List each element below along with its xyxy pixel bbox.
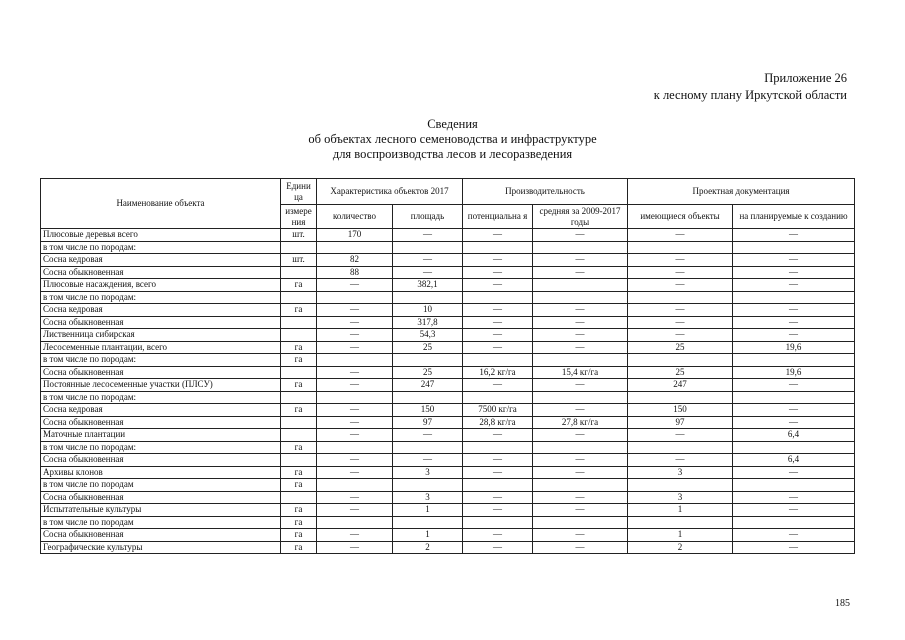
cell-planned: — (733, 229, 855, 242)
cell-planned: — (733, 279, 855, 292)
cell-average: 15,4 кг/га (533, 366, 628, 379)
cell-average: — (533, 316, 628, 329)
cell-object-name: Сосна кедровая (41, 254, 281, 267)
cell-existing: — (628, 429, 733, 442)
cell-existing (628, 391, 733, 404)
cell-planned: — (733, 266, 855, 279)
cell-area: — (393, 454, 463, 467)
cell-planned (733, 479, 855, 492)
cell-quantity: — (317, 341, 393, 354)
cell-average: — (533, 541, 628, 554)
cell-unit (281, 316, 317, 329)
cell-unit (281, 429, 317, 442)
cell-potential: — (463, 254, 533, 267)
cell-quantity: — (317, 454, 393, 467)
cell-potential: — (463, 229, 533, 242)
cell-existing: 25 (628, 341, 733, 354)
table-row (41, 516, 855, 529)
cell-planned (733, 241, 855, 254)
cell-existing (628, 516, 733, 529)
header-average: средняя за 2009-2017 годы (533, 205, 628, 229)
cell-potential: — (463, 504, 533, 517)
cell-unit: га (281, 466, 317, 479)
cell-existing: — (628, 454, 733, 467)
cell-existing: — (628, 304, 733, 317)
cell-planned: — (733, 329, 855, 342)
cell-potential: — (463, 329, 533, 342)
title-line-3: для воспроизводства лесов и лесоразведения (332, 147, 573, 161)
cell-area: — (393, 429, 463, 442)
header-design-docs: Проектная документация (628, 179, 855, 205)
table-row (41, 466, 855, 479)
table-row (41, 329, 855, 342)
cell-area (393, 441, 463, 454)
cell-planned: — (733, 379, 855, 392)
cell-unit: га (281, 341, 317, 354)
cell-existing (628, 354, 733, 367)
cell-average (533, 479, 628, 492)
cell-planned: — (733, 416, 855, 429)
cell-object-name: в том числе по породам (41, 479, 281, 492)
cell-quantity: — (317, 279, 393, 292)
table-row (41, 341, 855, 354)
cell-planned: 6,4 (733, 454, 855, 467)
cell-average: — (533, 304, 628, 317)
cell-average: — (533, 466, 628, 479)
cell-object-name: в том числе по породам: (41, 291, 281, 304)
cell-area: — (393, 266, 463, 279)
cell-unit: га (281, 404, 317, 417)
cell-quantity: 82 (317, 254, 393, 267)
header-unit-bottom: измере ния (281, 205, 317, 229)
cell-existing: — (628, 279, 733, 292)
cell-potential (463, 516, 533, 529)
cell-existing: 3 (628, 491, 733, 504)
cell-average (533, 354, 628, 367)
cell-average (533, 391, 628, 404)
cell-average (533, 291, 628, 304)
cell-planned (733, 441, 855, 454)
title-line-1: Сведения (427, 117, 478, 131)
cell-area: 3 (393, 491, 463, 504)
appendix-note (654, 70, 847, 104)
cell-quantity: — (317, 491, 393, 504)
cell-potential: 16,2 кг/га (463, 366, 533, 379)
cell-area: 150 (393, 404, 463, 417)
cell-unit: га (281, 541, 317, 554)
cell-average: — (533, 529, 628, 542)
cell-existing: — (628, 329, 733, 342)
cell-area: — (393, 229, 463, 242)
cell-potential: — (463, 491, 533, 504)
cell-average: — (533, 504, 628, 517)
cell-unit: шт. (281, 254, 317, 267)
cell-average (533, 516, 628, 529)
appendix-reference: к лесному плану Иркутской области (653, 88, 847, 102)
cell-area: 25 (393, 366, 463, 379)
cell-planned: 19,6 (733, 366, 855, 379)
cell-average (533, 441, 628, 454)
header-planned: на планируемые к созданию (733, 205, 855, 229)
cell-potential (463, 479, 533, 492)
cell-existing: 25 (628, 366, 733, 379)
cell-average: — (533, 254, 628, 267)
cell-object-name: Маточные плантации (41, 429, 281, 442)
cell-unit: га (281, 479, 317, 492)
cell-unit: га (281, 354, 317, 367)
cell-object-name: Сосна кедровая (41, 404, 281, 417)
cell-unit (281, 366, 317, 379)
cell-existing: 1 (628, 504, 733, 517)
cell-quantity: — (317, 304, 393, 317)
cell-quantity: — (317, 429, 393, 442)
cell-potential (463, 354, 533, 367)
table-row (41, 254, 855, 267)
cell-area (393, 479, 463, 492)
cell-average (533, 241, 628, 254)
cell-area (393, 354, 463, 367)
cell-quantity: — (317, 316, 393, 329)
cell-unit (281, 454, 317, 467)
header-potential: потенциальна я (463, 205, 533, 229)
cell-unit: га (281, 504, 317, 517)
table-row (41, 354, 855, 367)
cell-average: — (533, 341, 628, 354)
cell-planned (733, 354, 855, 367)
cell-potential: — (463, 379, 533, 392)
cell-area: — (393, 254, 463, 267)
cell-average: — (533, 491, 628, 504)
table-body (41, 229, 855, 554)
cell-object-name: Сосна обыкновенная (41, 491, 281, 504)
cell-average: — (533, 229, 628, 242)
cell-area: 1 (393, 529, 463, 542)
cell-area: 10 (393, 304, 463, 317)
cell-area (393, 291, 463, 304)
cell-existing: — (628, 266, 733, 279)
cell-quantity (317, 354, 393, 367)
cell-object-name: в том числе по породам: (41, 354, 281, 367)
table-row (41, 504, 855, 517)
cell-potential: — (463, 529, 533, 542)
table-row (41, 304, 855, 317)
cell-potential: — (463, 454, 533, 467)
seed-objects-table (40, 178, 855, 554)
cell-object-name: Плюсовые насаждения, всего (41, 279, 281, 292)
cell-potential: 7500 кг/га (463, 404, 533, 417)
cell-existing: — (628, 254, 733, 267)
cell-existing: — (628, 316, 733, 329)
cell-object-name: Испытательные культуры (41, 504, 281, 517)
table-row (41, 379, 855, 392)
table-row (41, 404, 855, 417)
table-row (41, 416, 855, 429)
cell-unit (281, 391, 317, 404)
cell-area (393, 241, 463, 254)
cell-potential (463, 391, 533, 404)
cell-area: 1 (393, 504, 463, 517)
cell-object-name: в том числе по породам: (41, 241, 281, 254)
cell-existing: 150 (628, 404, 733, 417)
header-object-name: Наименование объекта (41, 179, 281, 229)
cell-object-name: Сосна обыкновенная (41, 316, 281, 329)
cell-quantity (317, 441, 393, 454)
cell-average: — (533, 429, 628, 442)
table-row (41, 266, 855, 279)
cell-area: 247 (393, 379, 463, 392)
cell-quantity: — (317, 416, 393, 429)
cell-planned: — (733, 466, 855, 479)
cell-quantity (317, 391, 393, 404)
table-row (41, 241, 855, 254)
cell-area (393, 516, 463, 529)
cell-quantity: — (317, 366, 393, 379)
appendix-number: Приложение 26 (764, 71, 847, 85)
cell-potential: — (463, 541, 533, 554)
cell-average (533, 279, 628, 292)
cell-area (393, 391, 463, 404)
cell-object-name: Лесосеменные плантации, всего (41, 341, 281, 354)
table-row (41, 391, 855, 404)
cell-potential: — (463, 304, 533, 317)
cell-potential: — (463, 429, 533, 442)
cell-quantity: — (317, 504, 393, 517)
cell-planned: 19,6 (733, 341, 855, 354)
table-row (41, 429, 855, 442)
cell-potential (463, 291, 533, 304)
table-row (41, 316, 855, 329)
table-row (41, 366, 855, 379)
cell-existing (628, 291, 733, 304)
table-row (41, 454, 855, 467)
table-row (41, 529, 855, 542)
cell-object-name: Сосна обыкновенная (41, 366, 281, 379)
table-row (41, 441, 855, 454)
cell-object-name: Плюсовые деревья всего (41, 229, 281, 242)
cell-potential: — (463, 266, 533, 279)
cell-average: — (533, 404, 628, 417)
cell-average: — (533, 379, 628, 392)
header-existing: имеющиеся объекты (628, 205, 733, 229)
cell-area: 2 (393, 541, 463, 554)
cell-object-name: Архивы клонов (41, 466, 281, 479)
cell-quantity (317, 291, 393, 304)
cell-quantity: — (317, 541, 393, 554)
cell-existing: 3 (628, 466, 733, 479)
cell-planned: — (733, 504, 855, 517)
cell-area: 382,1 (393, 279, 463, 292)
table-row (41, 479, 855, 492)
page-number: 185 (835, 598, 850, 609)
cell-object-name: Постоянные лесосеменные участки (ПЛСУ) (41, 379, 281, 392)
header-characteristics: Характеристика объектов 2017 (317, 179, 463, 205)
cell-object-name: Сосна обыкновенная (41, 266, 281, 279)
cell-object-name: в том числе по породам: (41, 441, 281, 454)
cell-unit (281, 491, 317, 504)
cell-potential: 28,8 кг/га (463, 416, 533, 429)
cell-area: 317,8 (393, 316, 463, 329)
cell-unit (281, 266, 317, 279)
cell-area: 54,3 (393, 329, 463, 342)
table-row (41, 541, 855, 554)
cell-unit: га (281, 529, 317, 542)
cell-unit (281, 329, 317, 342)
cell-potential: — (463, 316, 533, 329)
cell-quantity (317, 241, 393, 254)
cell-existing (628, 479, 733, 492)
cell-area: 97 (393, 416, 463, 429)
cell-unit (281, 416, 317, 429)
cell-average: — (533, 329, 628, 342)
cell-quantity: — (317, 329, 393, 342)
cell-planned: — (733, 404, 855, 417)
cell-existing (628, 241, 733, 254)
cell-object-name: Сосна кедровая (41, 304, 281, 317)
cell-planned: 6,4 (733, 429, 855, 442)
cell-object-name: Лиственница сибирская (41, 329, 281, 342)
cell-object-name: Географические культуры (41, 541, 281, 554)
cell-planned: — (733, 304, 855, 317)
cell-object-name: Сосна обыкновенная (41, 529, 281, 542)
table-row (41, 279, 855, 292)
cell-planned (733, 516, 855, 529)
cell-planned: — (733, 541, 855, 554)
table-row (41, 491, 855, 504)
cell-average: 27,8 кг/га (533, 416, 628, 429)
table-row (41, 229, 855, 242)
cell-unit: га (281, 379, 317, 392)
cell-planned (733, 291, 855, 304)
header-unit-top: Едини ца (281, 179, 317, 205)
title-line-2: об объектах лесного семеноводства и инфраструктуре (308, 132, 597, 146)
cell-existing: 2 (628, 541, 733, 554)
cell-quantity: — (317, 466, 393, 479)
cell-quantity (317, 479, 393, 492)
cell-quantity: 88 (317, 266, 393, 279)
cell-existing: 97 (628, 416, 733, 429)
cell-unit (281, 241, 317, 254)
header-productivity: Производительность (463, 179, 628, 205)
cell-object-name: Сосна обыкновенная (41, 454, 281, 467)
cell-quantity: — (317, 379, 393, 392)
cell-quantity: 170 (317, 229, 393, 242)
cell-quantity: — (317, 529, 393, 542)
cell-area: 25 (393, 341, 463, 354)
cell-unit: га (281, 279, 317, 292)
cell-potential: — (463, 466, 533, 479)
cell-planned: — (733, 316, 855, 329)
cell-planned: — (733, 491, 855, 504)
cell-existing: — (628, 229, 733, 242)
cell-unit (281, 291, 317, 304)
cell-unit: га (281, 441, 317, 454)
cell-planned: — (733, 254, 855, 267)
cell-unit: га (281, 516, 317, 529)
cell-potential (463, 241, 533, 254)
cell-object-name: Сосна обыкновенная (41, 416, 281, 429)
cell-potential: — (463, 341, 533, 354)
cell-object-name: в том числе по породам (41, 516, 281, 529)
cell-potential (463, 441, 533, 454)
header-area: площадь (393, 205, 463, 229)
cell-existing: 1 (628, 529, 733, 542)
cell-existing (628, 441, 733, 454)
cell-area: 3 (393, 466, 463, 479)
cell-quantity (317, 516, 393, 529)
cell-unit: шт. (281, 229, 317, 242)
header-quantity: количество (317, 205, 393, 229)
table-row (41, 291, 855, 304)
cell-average: — (533, 266, 628, 279)
cell-planned (733, 391, 855, 404)
cell-unit: га (281, 304, 317, 317)
cell-object-name: в том числе по породам: (41, 391, 281, 404)
cell-average: — (533, 454, 628, 467)
cell-planned: — (733, 529, 855, 542)
document-title (0, 117, 905, 162)
cell-potential: — (463, 279, 533, 292)
cell-quantity: — (317, 404, 393, 417)
cell-existing: 247 (628, 379, 733, 392)
